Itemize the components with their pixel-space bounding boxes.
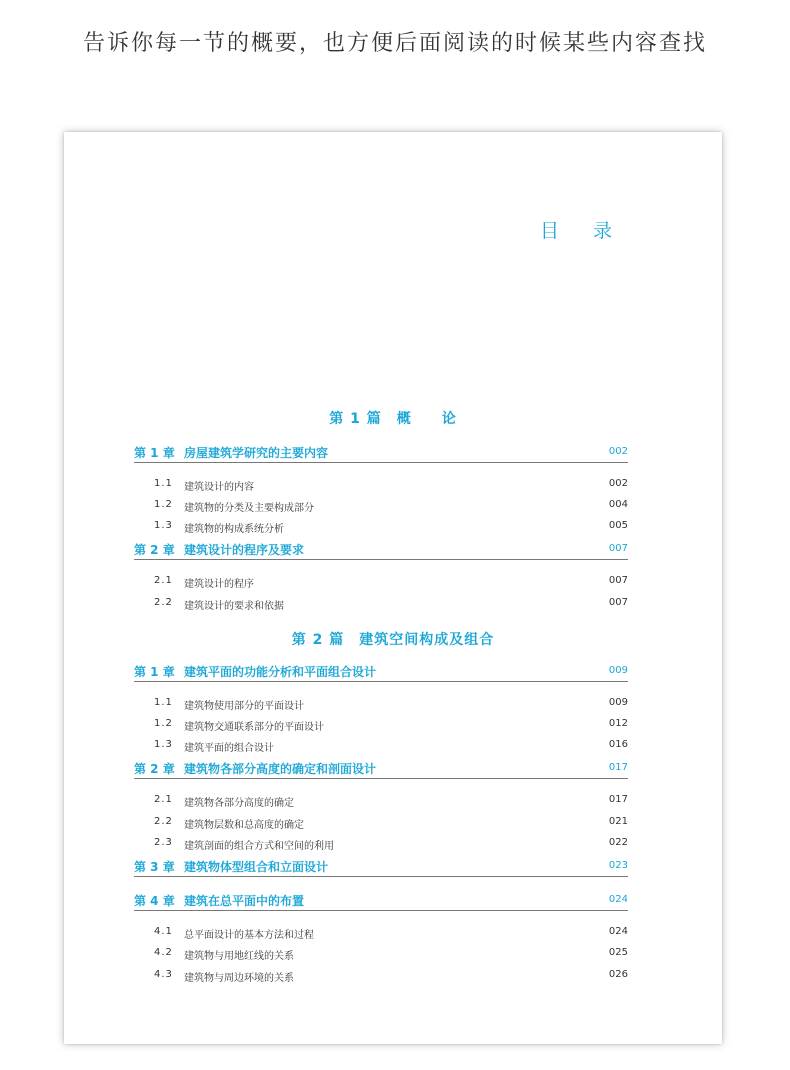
section-number: 4.3	[154, 969, 173, 980]
chapter-title: 建筑设计的程序及要求	[184, 543, 305, 557]
section-title: 建筑物层数和总高度的确定	[184, 820, 304, 831]
section-page: 016	[608, 739, 628, 750]
section-row	[134, 718, 628, 734]
chapter-row	[134, 758, 628, 779]
chapter-title: 建筑物体型组合和立面设计	[184, 860, 329, 874]
section-title: 建筑平面的组合设计	[184, 743, 274, 754]
section-row	[134, 597, 628, 613]
section-page: 021	[608, 816, 628, 827]
section-page: 017	[608, 794, 628, 805]
section-row	[134, 499, 628, 515]
section-number: 1.3	[154, 520, 173, 531]
section-title: 建筑物与用地红线的关系	[184, 951, 294, 962]
section-page: 004	[608, 499, 628, 510]
section-title: 建筑物交通联系部分的平面设计	[184, 722, 324, 733]
toc-page	[64, 132, 722, 1044]
section-page: 009	[608, 697, 628, 708]
section-title: 建筑剖面的组合方式和空间的利用	[184, 841, 334, 852]
section-number: 1.1	[154, 697, 173, 708]
chapter-number: 第 1 章	[134, 446, 175, 460]
section-page: 012	[608, 718, 628, 729]
chapter-row	[134, 661, 628, 682]
toc-title: 目 录	[539, 220, 626, 242]
chapter-number: 第 3 章	[134, 860, 175, 874]
chapter-page: 007	[608, 543, 628, 554]
section-number: 2.1	[154, 794, 173, 805]
section-page: 002	[608, 478, 628, 489]
section-page: 007	[608, 597, 628, 608]
section-number: 2.1	[154, 575, 173, 586]
section-row	[134, 697, 628, 713]
section-row	[134, 794, 628, 810]
promo-caption: 告诉你每一节的概要，也方便后面阅读的时候某些内容查找	[82, 31, 707, 56]
section-page: 026	[608, 969, 628, 980]
section-number: 1.1	[154, 478, 173, 489]
part-heading: 第 2 篇 建筑空间构成及组合	[291, 632, 495, 648]
chapter-row	[134, 856, 628, 877]
chapter-row	[134, 442, 628, 463]
section-row	[134, 478, 628, 494]
section-title: 建筑物的构成系统分析	[184, 524, 284, 535]
section-number: 1.3	[154, 739, 173, 750]
section-number: 2.3	[154, 837, 173, 848]
section-row	[134, 739, 628, 755]
chapter-title: 建筑在总平面中的布置	[184, 894, 305, 908]
part-heading: 第 1 篇 概 论	[329, 411, 457, 427]
section-row	[134, 947, 628, 963]
section-page: 025	[608, 947, 628, 958]
chapter-title: 建筑物各部分高度的确定和剖面设计	[184, 762, 377, 776]
section-row	[134, 837, 628, 853]
chapter-page: 023	[608, 860, 628, 871]
chapter-page: 017	[608, 762, 628, 773]
section-page: 005	[608, 520, 628, 531]
section-number: 4.2	[154, 947, 173, 958]
section-row	[134, 520, 628, 536]
section-number: 2.2	[154, 597, 173, 608]
section-page: 022	[608, 837, 628, 848]
chapter-page: 009	[608, 665, 628, 676]
section-title: 建筑设计的要求和依据	[184, 601, 284, 612]
chapter-number: 第 2 章	[134, 762, 175, 776]
chapter-number: 第 4 章	[134, 894, 175, 908]
section-row	[134, 575, 628, 591]
chapter-row	[134, 890, 628, 911]
section-title: 建筑设计的内容	[184, 482, 254, 493]
section-title: 建筑物的分类及主要构成部分	[184, 503, 314, 514]
section-number: 4.1	[154, 926, 173, 937]
section-row	[134, 816, 628, 832]
section-title: 建筑物使用部分的平面设计	[184, 701, 304, 712]
chapter-page: 024	[608, 894, 628, 905]
section-title: 建筑设计的程序	[184, 579, 254, 590]
section-number: 1.2	[154, 718, 173, 729]
chapter-number: 第 2 章	[134, 543, 175, 557]
chapter-page: 002	[608, 446, 628, 457]
section-page: 024	[608, 926, 628, 937]
section-page: 007	[608, 575, 628, 586]
section-row	[134, 969, 628, 985]
section-number: 1.2	[154, 499, 173, 510]
chapter-row	[134, 539, 628, 560]
section-title: 建筑物与周边环境的关系	[184, 973, 294, 984]
chapter-number: 第 1 章	[134, 665, 175, 679]
chapter-title: 建筑平面的功能分析和平面组合设计	[184, 665, 377, 679]
section-number: 2.2	[154, 816, 173, 827]
chapter-title: 房屋建筑学研究的主要内容	[184, 446, 329, 460]
section-row	[134, 926, 628, 942]
section-title: 建筑物各部分高度的确定	[184, 798, 294, 809]
section-title: 总平面设计的基本方法和过程	[184, 930, 314, 941]
